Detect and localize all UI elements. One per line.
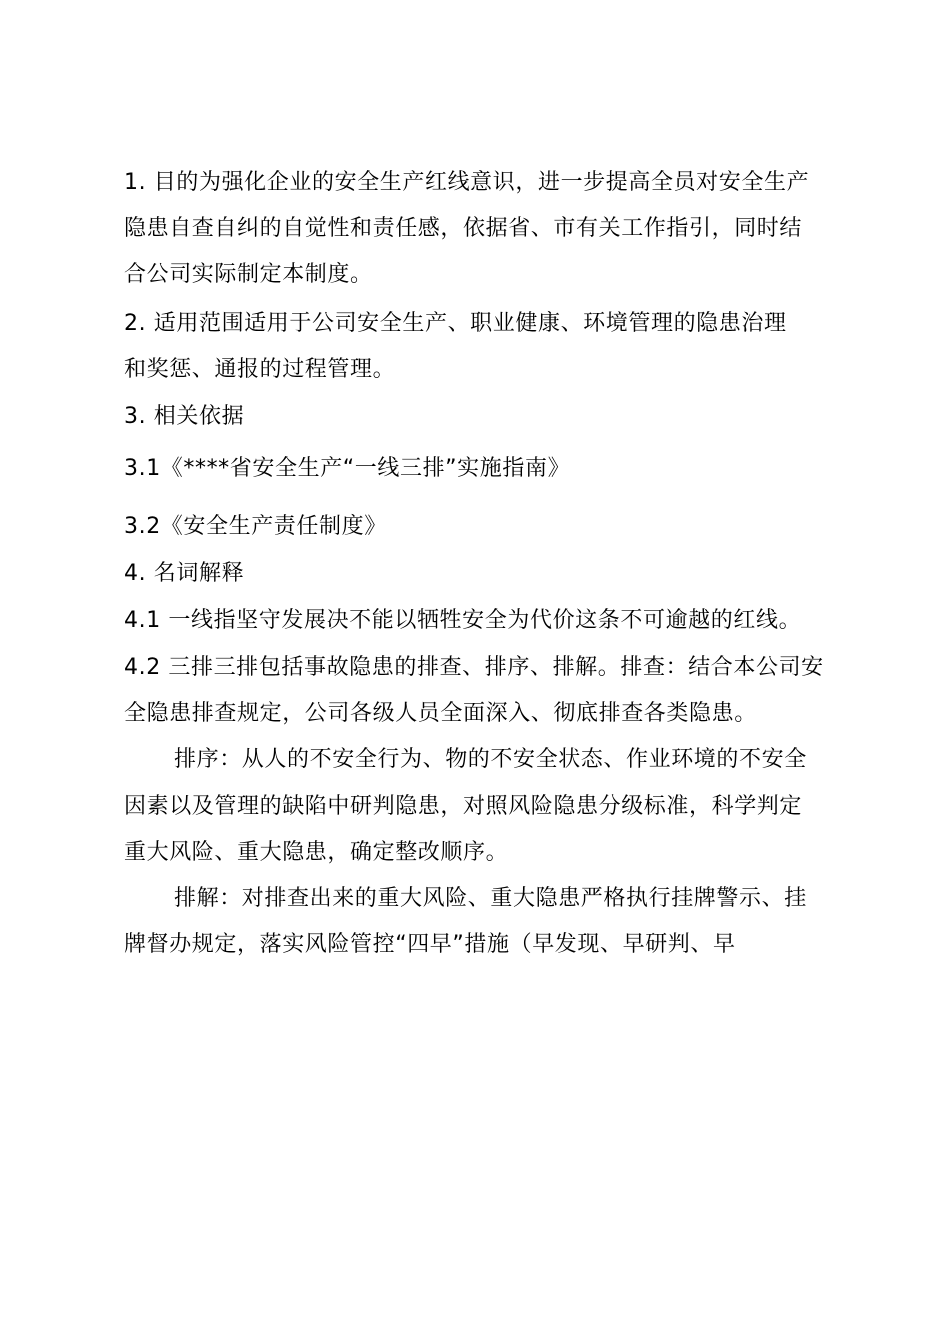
purpose-line-2: 隐患自查自纠的自觉性和责任感，依据省、市有关工作指引，同时结 — [124, 216, 803, 241]
sorting-line-1: 排序：从人的不安全行为、物的不安全状态、作业环境的不安全 — [174, 747, 807, 772]
resolution-line-2: 牌督办规定，落实风险管控“四早”措施（早发现、早研判、早 — [124, 932, 736, 957]
basis-item-2: 3.2《安全生产责任制度》 — [124, 514, 387, 539]
purpose-line-3: 合公司实际制定本制度。 — [124, 262, 373, 287]
scope-line-1: 2. 适用范围适用于公司安全生产、职业健康、环境管理的隐患治理 — [124, 311, 787, 336]
purpose-line-1: 1. 目的为强化企业的安全生产红线意识，进一步提高全员对安全生产 — [124, 170, 810, 195]
term-4-2-line-1: 4.2 三排三排包括事故隐患的排查、排序、排解。排查：结合本公司安 — [124, 655, 824, 680]
scope-line-2: 和奖惩、通报的过程管理。 — [124, 357, 396, 382]
term-4-1: 4.1 一线指坚守发展决不能以牺牲安全为代价这条不可逾越的红线。 — [124, 608, 802, 633]
terms-heading: 4. 名词解释 — [124, 561, 245, 586]
sorting-line-2: 因素以及管理的缺陷中研判隐患，对照风险隐患分级标准，科学判定 — [124, 794, 803, 819]
sorting-line-3: 重大风险、重大隐患，确定整改顺序。 — [124, 840, 509, 865]
basis-heading: 3. 相关依据 — [124, 404, 245, 429]
resolution-line-1: 排解：对排查出来的重大风险、重大隐患严格执行挂牌警示、挂 — [174, 886, 807, 911]
term-4-2-line-2: 全隐患排查规定，公司各级人员全面深入、彻底排查各类隐患。 — [124, 701, 757, 726]
basis-item-1: 3.1《****省安全生产“一线三排”实施指南》 — [124, 456, 571, 481]
